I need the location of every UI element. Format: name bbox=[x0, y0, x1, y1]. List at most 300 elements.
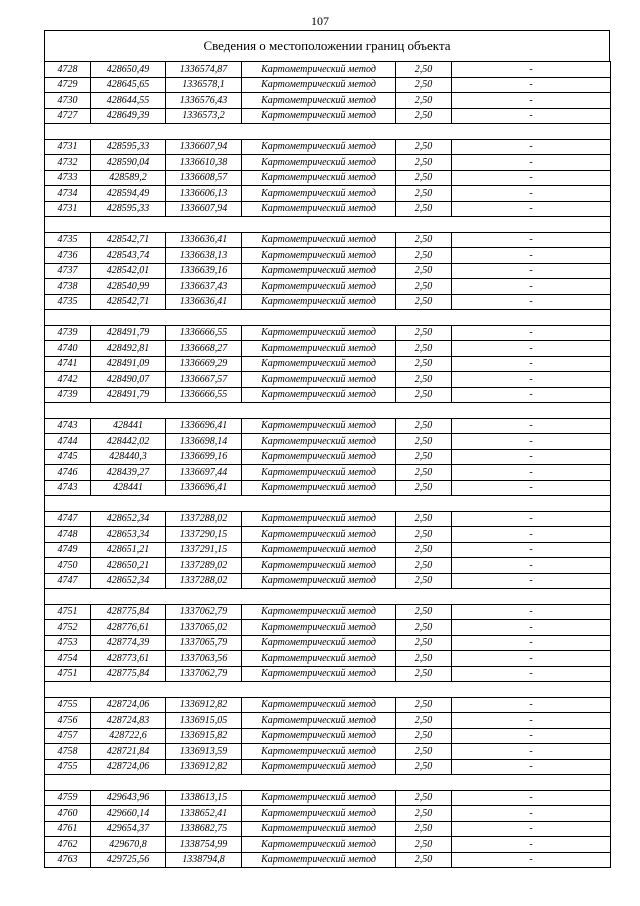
point-number-cell: 4738 bbox=[45, 279, 91, 295]
description-cell: - bbox=[452, 821, 611, 837]
description-cell: - bbox=[452, 387, 611, 403]
separator-cell bbox=[45, 403, 611, 419]
description-cell: - bbox=[452, 232, 611, 248]
table-row bbox=[45, 387, 611, 403]
method-cell: Картометрический метод bbox=[242, 465, 396, 481]
table-row bbox=[45, 527, 611, 543]
x-coordinate-cell: 428594,49 bbox=[91, 186, 166, 202]
description-cell: - bbox=[452, 620, 611, 636]
point-number-cell: 4739 bbox=[45, 387, 91, 403]
table-row bbox=[45, 511, 611, 527]
table-row bbox=[45, 279, 611, 295]
table-row bbox=[45, 418, 611, 434]
y-coordinate-cell: 1336574,87 bbox=[166, 62, 242, 78]
point-number-cell: 4727 bbox=[45, 108, 91, 124]
method-cell: Картометрический метод bbox=[242, 728, 396, 744]
table-row bbox=[45, 372, 611, 388]
method-cell: Картометрический метод bbox=[242, 248, 396, 264]
point-number-cell: 4731 bbox=[45, 139, 91, 155]
y-coordinate-cell: 1336667,57 bbox=[166, 372, 242, 388]
accuracy-cell: 2,50 bbox=[396, 341, 452, 357]
point-number-cell: 4734 bbox=[45, 186, 91, 202]
point-number-cell: 4741 bbox=[45, 356, 91, 372]
x-coordinate-cell: 428722,6 bbox=[91, 728, 166, 744]
table-row bbox=[45, 651, 611, 667]
x-coordinate-cell: 428491,79 bbox=[91, 325, 166, 341]
x-coordinate-cell: 428542,01 bbox=[91, 263, 166, 279]
point-number-cell: 4751 bbox=[45, 604, 91, 620]
description-cell: - bbox=[452, 279, 611, 295]
method-cell: Картометрический метод bbox=[242, 93, 396, 109]
separator-cell bbox=[45, 775, 611, 791]
description-cell: - bbox=[452, 713, 611, 729]
x-coordinate-cell: 428652,34 bbox=[91, 511, 166, 527]
table-row bbox=[45, 542, 611, 558]
point-number-cell: 4735 bbox=[45, 294, 91, 310]
separator-cell bbox=[45, 217, 611, 233]
accuracy-cell: 2,50 bbox=[396, 604, 452, 620]
x-coordinate-cell: 429725,56 bbox=[91, 852, 166, 868]
point-number-cell: 4748 bbox=[45, 527, 91, 543]
y-coordinate-cell: 1336578,1 bbox=[166, 77, 242, 93]
accuracy-cell: 2,50 bbox=[396, 697, 452, 713]
description-cell: - bbox=[452, 341, 611, 357]
table-row bbox=[45, 449, 611, 465]
x-coordinate-cell: 428724,83 bbox=[91, 713, 166, 729]
method-cell: Картометрический метод bbox=[242, 666, 396, 682]
table-row bbox=[45, 620, 611, 636]
accuracy-cell: 2,50 bbox=[396, 728, 452, 744]
accuracy-cell: 2,50 bbox=[396, 558, 452, 574]
method-cell: Картометрический метод bbox=[242, 852, 396, 868]
table-row bbox=[45, 573, 611, 589]
method-cell: Картометрический метод bbox=[242, 434, 396, 450]
separator-cell bbox=[45, 124, 611, 140]
accuracy-cell: 2,50 bbox=[396, 325, 452, 341]
method-cell: Картометрический метод bbox=[242, 263, 396, 279]
point-number-cell: 4743 bbox=[45, 480, 91, 496]
description-cell: - bbox=[452, 356, 611, 372]
description-cell: - bbox=[452, 139, 611, 155]
group-separator-row bbox=[45, 682, 611, 698]
method-cell: Картометрический метод bbox=[242, 201, 396, 217]
y-coordinate-cell: 1337065,02 bbox=[166, 620, 242, 636]
method-cell: Картометрический метод bbox=[242, 62, 396, 78]
method-cell: Картометрический метод bbox=[242, 651, 396, 667]
y-coordinate-cell: 1336636,41 bbox=[166, 294, 242, 310]
accuracy-cell: 2,50 bbox=[396, 713, 452, 729]
accuracy-cell: 2,50 bbox=[396, 387, 452, 403]
table-row bbox=[45, 806, 611, 822]
table-row bbox=[45, 294, 611, 310]
y-coordinate-cell: 1336699,16 bbox=[166, 449, 242, 465]
table-row bbox=[45, 325, 611, 341]
table-row bbox=[45, 201, 611, 217]
x-coordinate-cell: 428491,79 bbox=[91, 387, 166, 403]
accuracy-cell: 2,50 bbox=[396, 573, 452, 589]
accuracy-cell: 2,50 bbox=[396, 356, 452, 372]
accuracy-cell: 2,50 bbox=[396, 542, 452, 558]
y-coordinate-cell: 1337289,02 bbox=[166, 558, 242, 574]
description-cell: - bbox=[452, 542, 611, 558]
table-row bbox=[45, 728, 611, 744]
x-coordinate-cell: 428650,21 bbox=[91, 558, 166, 574]
accuracy-cell: 2,50 bbox=[396, 186, 452, 202]
x-coordinate-cell: 428774,39 bbox=[91, 635, 166, 651]
x-coordinate-cell: 428440,3 bbox=[91, 449, 166, 465]
y-coordinate-cell: 1336639,16 bbox=[166, 263, 242, 279]
method-cell: Картометрический метод bbox=[242, 790, 396, 806]
method-cell: Картометрический метод bbox=[242, 387, 396, 403]
coordinates-table bbox=[44, 61, 611, 868]
y-coordinate-cell: 1336915,82 bbox=[166, 728, 242, 744]
method-cell: Картометрический метод bbox=[242, 713, 396, 729]
separator-cell bbox=[45, 589, 611, 605]
point-number-cell: 4731 bbox=[45, 201, 91, 217]
y-coordinate-cell: 1336912,82 bbox=[166, 697, 242, 713]
table-row bbox=[45, 852, 611, 868]
table-row bbox=[45, 465, 611, 481]
y-coordinate-cell: 1336636,41 bbox=[166, 232, 242, 248]
method-cell: Картометрический метод bbox=[242, 108, 396, 124]
method-cell: Картометрический метод bbox=[242, 232, 396, 248]
y-coordinate-cell: 1337065,79 bbox=[166, 635, 242, 651]
accuracy-cell: 2,50 bbox=[396, 155, 452, 171]
separator-cell bbox=[45, 496, 611, 512]
x-coordinate-cell: 428542,71 bbox=[91, 294, 166, 310]
accuracy-cell: 2,50 bbox=[396, 852, 452, 868]
point-number-cell: 4745 bbox=[45, 449, 91, 465]
description-cell: - bbox=[452, 651, 611, 667]
point-number-cell: 4730 bbox=[45, 93, 91, 109]
x-coordinate-cell: 428724,06 bbox=[91, 759, 166, 775]
description-cell: - bbox=[452, 372, 611, 388]
description-cell: - bbox=[452, 418, 611, 434]
point-number-cell: 4749 bbox=[45, 542, 91, 558]
description-cell: - bbox=[452, 527, 611, 543]
y-coordinate-cell: 1336696,41 bbox=[166, 418, 242, 434]
method-cell: Картометрический метод bbox=[242, 837, 396, 853]
point-number-cell: 4761 bbox=[45, 821, 91, 837]
point-number-cell: 4753 bbox=[45, 635, 91, 651]
group-separator-row bbox=[45, 217, 611, 233]
table-row bbox=[45, 697, 611, 713]
description-cell: - bbox=[452, 449, 611, 465]
document-frame bbox=[44, 30, 610, 868]
accuracy-cell: 2,50 bbox=[396, 744, 452, 760]
point-number-cell: 4763 bbox=[45, 852, 91, 868]
description-cell: - bbox=[452, 480, 611, 496]
point-number-cell: 4737 bbox=[45, 263, 91, 279]
x-coordinate-cell: 428439,27 bbox=[91, 465, 166, 481]
x-coordinate-cell: 428724,06 bbox=[91, 697, 166, 713]
table-row bbox=[45, 790, 611, 806]
method-cell: Картометрический метод bbox=[242, 279, 396, 295]
point-number-cell: 4752 bbox=[45, 620, 91, 636]
point-number-cell: 4747 bbox=[45, 573, 91, 589]
x-coordinate-cell: 428650,49 bbox=[91, 62, 166, 78]
table-row bbox=[45, 248, 611, 264]
point-number-cell: 4757 bbox=[45, 728, 91, 744]
y-coordinate-cell: 1337063,56 bbox=[166, 651, 242, 667]
accuracy-cell: 2,50 bbox=[396, 263, 452, 279]
description-cell: - bbox=[452, 759, 611, 775]
accuracy-cell: 2,50 bbox=[396, 170, 452, 186]
point-number-cell: 4735 bbox=[45, 232, 91, 248]
separator-cell bbox=[45, 310, 611, 326]
point-number-cell: 4754 bbox=[45, 651, 91, 667]
method-cell: Картометрический метод bbox=[242, 356, 396, 372]
point-number-cell: 4732 bbox=[45, 155, 91, 171]
table-row bbox=[45, 744, 611, 760]
group-separator-row bbox=[45, 403, 611, 419]
method-cell: Картометрический метод bbox=[242, 77, 396, 93]
accuracy-cell: 2,50 bbox=[396, 790, 452, 806]
description-cell: - bbox=[452, 325, 611, 341]
y-coordinate-cell: 1336697,44 bbox=[166, 465, 242, 481]
accuracy-cell: 2,50 bbox=[396, 480, 452, 496]
description-cell: - bbox=[452, 294, 611, 310]
description-cell: - bbox=[452, 465, 611, 481]
table-row bbox=[45, 108, 611, 124]
point-number-cell: 4751 bbox=[45, 666, 91, 682]
y-coordinate-cell: 1338754,99 bbox=[166, 837, 242, 853]
y-coordinate-cell: 1336606,13 bbox=[166, 186, 242, 202]
y-coordinate-cell: 1336573,2 bbox=[166, 108, 242, 124]
point-number-cell: 4760 bbox=[45, 806, 91, 822]
section-title: Сведения о местоположении границ объекта bbox=[44, 30, 610, 61]
description-cell: - bbox=[452, 62, 611, 78]
x-coordinate-cell: 429654,37 bbox=[91, 821, 166, 837]
description-cell: - bbox=[452, 93, 611, 109]
x-coordinate-cell: 428595,33 bbox=[91, 201, 166, 217]
group-separator-row bbox=[45, 124, 611, 140]
accuracy-cell: 2,50 bbox=[396, 248, 452, 264]
y-coordinate-cell: 1336696,41 bbox=[166, 480, 242, 496]
table-row bbox=[45, 558, 611, 574]
description-cell: - bbox=[452, 837, 611, 853]
method-cell: Картометрический метод bbox=[242, 480, 396, 496]
table-row bbox=[45, 155, 611, 171]
table-row bbox=[45, 62, 611, 78]
table-row bbox=[45, 77, 611, 93]
description-cell: - bbox=[452, 108, 611, 124]
table-row bbox=[45, 666, 611, 682]
accuracy-cell: 2,50 bbox=[396, 620, 452, 636]
accuracy-cell: 2,50 bbox=[396, 434, 452, 450]
x-coordinate-cell: 428775,84 bbox=[91, 666, 166, 682]
method-cell: Картометрический метод bbox=[242, 511, 396, 527]
y-coordinate-cell: 1336610,38 bbox=[166, 155, 242, 171]
group-separator-row bbox=[45, 310, 611, 326]
y-coordinate-cell: 1336638,13 bbox=[166, 248, 242, 264]
table-row bbox=[45, 434, 611, 450]
x-coordinate-cell: 428775,84 bbox=[91, 604, 166, 620]
description-cell: - bbox=[452, 790, 611, 806]
y-coordinate-cell: 1336666,55 bbox=[166, 387, 242, 403]
point-number-cell: 4743 bbox=[45, 418, 91, 434]
table-row bbox=[45, 341, 611, 357]
x-coordinate-cell: 428590,04 bbox=[91, 155, 166, 171]
separator-cell bbox=[45, 682, 611, 698]
y-coordinate-cell: 1338652,41 bbox=[166, 806, 242, 822]
description-cell: - bbox=[452, 744, 611, 760]
y-coordinate-cell: 1337288,02 bbox=[166, 573, 242, 589]
table-row bbox=[45, 170, 611, 186]
accuracy-cell: 2,50 bbox=[396, 372, 452, 388]
description-cell: - bbox=[452, 573, 611, 589]
point-number-cell: 4744 bbox=[45, 434, 91, 450]
method-cell: Картометрический метод bbox=[242, 697, 396, 713]
method-cell: Картометрический метод bbox=[242, 372, 396, 388]
group-separator-row bbox=[45, 775, 611, 791]
description-cell: - bbox=[452, 434, 611, 450]
point-number-cell: 4740 bbox=[45, 341, 91, 357]
x-coordinate-cell: 428651,21 bbox=[91, 542, 166, 558]
y-coordinate-cell: 1337291,15 bbox=[166, 542, 242, 558]
accuracy-cell: 2,50 bbox=[396, 77, 452, 93]
method-cell: Картометрический метод bbox=[242, 759, 396, 775]
description-cell: - bbox=[452, 170, 611, 186]
point-number-cell: 4747 bbox=[45, 511, 91, 527]
point-number-cell: 4755 bbox=[45, 759, 91, 775]
description-cell: - bbox=[452, 511, 611, 527]
y-coordinate-cell: 1336608,57 bbox=[166, 170, 242, 186]
point-number-cell: 4762 bbox=[45, 837, 91, 853]
y-coordinate-cell: 1336698,14 bbox=[166, 434, 242, 450]
x-coordinate-cell: 428492,81 bbox=[91, 341, 166, 357]
method-cell: Картометрический метод bbox=[242, 155, 396, 171]
point-number-cell: 4755 bbox=[45, 697, 91, 713]
table-row bbox=[45, 759, 611, 775]
description-cell: - bbox=[452, 806, 611, 822]
point-number-cell: 4728 bbox=[45, 62, 91, 78]
coordinates-table-body bbox=[45, 62, 611, 868]
accuracy-cell: 2,50 bbox=[396, 666, 452, 682]
accuracy-cell: 2,50 bbox=[396, 635, 452, 651]
y-coordinate-cell: 1336668,27 bbox=[166, 341, 242, 357]
table-row bbox=[45, 93, 611, 109]
x-coordinate-cell: 428442,02 bbox=[91, 434, 166, 450]
method-cell: Картометрический метод bbox=[242, 186, 396, 202]
point-number-cell: 4746 bbox=[45, 465, 91, 481]
accuracy-cell: 2,50 bbox=[396, 93, 452, 109]
description-cell: - bbox=[452, 635, 611, 651]
description-cell: - bbox=[452, 201, 611, 217]
description-cell: - bbox=[452, 186, 611, 202]
x-coordinate-cell: 428721,84 bbox=[91, 744, 166, 760]
x-coordinate-cell: 428773,61 bbox=[91, 651, 166, 667]
table-row bbox=[45, 635, 611, 651]
accuracy-cell: 2,50 bbox=[396, 201, 452, 217]
y-coordinate-cell: 1336915,05 bbox=[166, 713, 242, 729]
method-cell: Картометрический метод bbox=[242, 573, 396, 589]
method-cell: Картометрический метод bbox=[242, 341, 396, 357]
table-row bbox=[45, 263, 611, 279]
x-coordinate-cell: 428645,65 bbox=[91, 77, 166, 93]
method-cell: Картометрический метод bbox=[242, 806, 396, 822]
x-coordinate-cell: 428652,34 bbox=[91, 573, 166, 589]
accuracy-cell: 2,50 bbox=[396, 511, 452, 527]
method-cell: Картометрический метод bbox=[242, 418, 396, 434]
x-coordinate-cell: 428490,07 bbox=[91, 372, 166, 388]
point-number-cell: 4759 bbox=[45, 790, 91, 806]
y-coordinate-cell: 1336913,59 bbox=[166, 744, 242, 760]
table-row bbox=[45, 837, 611, 853]
x-coordinate-cell: 428649,39 bbox=[91, 108, 166, 124]
accuracy-cell: 2,50 bbox=[396, 806, 452, 822]
y-coordinate-cell: 1337288,02 bbox=[166, 511, 242, 527]
y-coordinate-cell: 1338613,15 bbox=[166, 790, 242, 806]
table-row bbox=[45, 604, 611, 620]
method-cell: Картометрический метод bbox=[242, 449, 396, 465]
x-coordinate-cell: 429643,96 bbox=[91, 790, 166, 806]
y-coordinate-cell: 1336607,94 bbox=[166, 139, 242, 155]
x-coordinate-cell: 428441 bbox=[91, 480, 166, 496]
accuracy-cell: 2,50 bbox=[396, 465, 452, 481]
accuracy-cell: 2,50 bbox=[396, 108, 452, 124]
method-cell: Картометрический метод bbox=[242, 170, 396, 186]
description-cell: - bbox=[452, 263, 611, 279]
point-number-cell: 4750 bbox=[45, 558, 91, 574]
method-cell: Картометрический метод bbox=[242, 604, 396, 620]
x-coordinate-cell: 428441 bbox=[91, 418, 166, 434]
description-cell: - bbox=[452, 604, 611, 620]
accuracy-cell: 2,50 bbox=[396, 62, 452, 78]
y-coordinate-cell: 1336637,43 bbox=[166, 279, 242, 295]
accuracy-cell: 2,50 bbox=[396, 279, 452, 295]
x-coordinate-cell: 429670,8 bbox=[91, 837, 166, 853]
method-cell: Картометрический метод bbox=[242, 744, 396, 760]
accuracy-cell: 2,50 bbox=[396, 294, 452, 310]
description-cell: - bbox=[452, 248, 611, 264]
table-row bbox=[45, 480, 611, 496]
table-row bbox=[45, 713, 611, 729]
table-row bbox=[45, 821, 611, 837]
x-coordinate-cell: 428644,55 bbox=[91, 93, 166, 109]
method-cell: Картометрический метод bbox=[242, 139, 396, 155]
group-separator-row bbox=[45, 589, 611, 605]
y-coordinate-cell: 1336607,94 bbox=[166, 201, 242, 217]
accuracy-cell: 2,50 bbox=[396, 651, 452, 667]
accuracy-cell: 2,50 bbox=[396, 418, 452, 434]
x-coordinate-cell: 428542,71 bbox=[91, 232, 166, 248]
y-coordinate-cell: 1337290,15 bbox=[166, 527, 242, 543]
point-number-cell: 4742 bbox=[45, 372, 91, 388]
description-cell: - bbox=[452, 728, 611, 744]
y-coordinate-cell: 1336912,82 bbox=[166, 759, 242, 775]
table-row bbox=[45, 356, 611, 372]
method-cell: Картометрический метод bbox=[242, 558, 396, 574]
x-coordinate-cell: 429660,14 bbox=[91, 806, 166, 822]
point-number-cell: 4739 bbox=[45, 325, 91, 341]
accuracy-cell: 2,50 bbox=[396, 139, 452, 155]
description-cell: - bbox=[452, 155, 611, 171]
group-separator-row bbox=[45, 496, 611, 512]
y-coordinate-cell: 1338794,8 bbox=[166, 852, 242, 868]
x-coordinate-cell: 428543,74 bbox=[91, 248, 166, 264]
x-coordinate-cell: 428653,34 bbox=[91, 527, 166, 543]
x-coordinate-cell: 428540,99 bbox=[91, 279, 166, 295]
point-number-cell: 4758 bbox=[45, 744, 91, 760]
table-row bbox=[45, 232, 611, 248]
method-cell: Картометрический метод bbox=[242, 542, 396, 558]
method-cell: Картометрический метод bbox=[242, 821, 396, 837]
point-number-cell: 4736 bbox=[45, 248, 91, 264]
description-cell: - bbox=[452, 558, 611, 574]
method-cell: Картометрический метод bbox=[242, 620, 396, 636]
method-cell: Картометрический метод bbox=[242, 527, 396, 543]
